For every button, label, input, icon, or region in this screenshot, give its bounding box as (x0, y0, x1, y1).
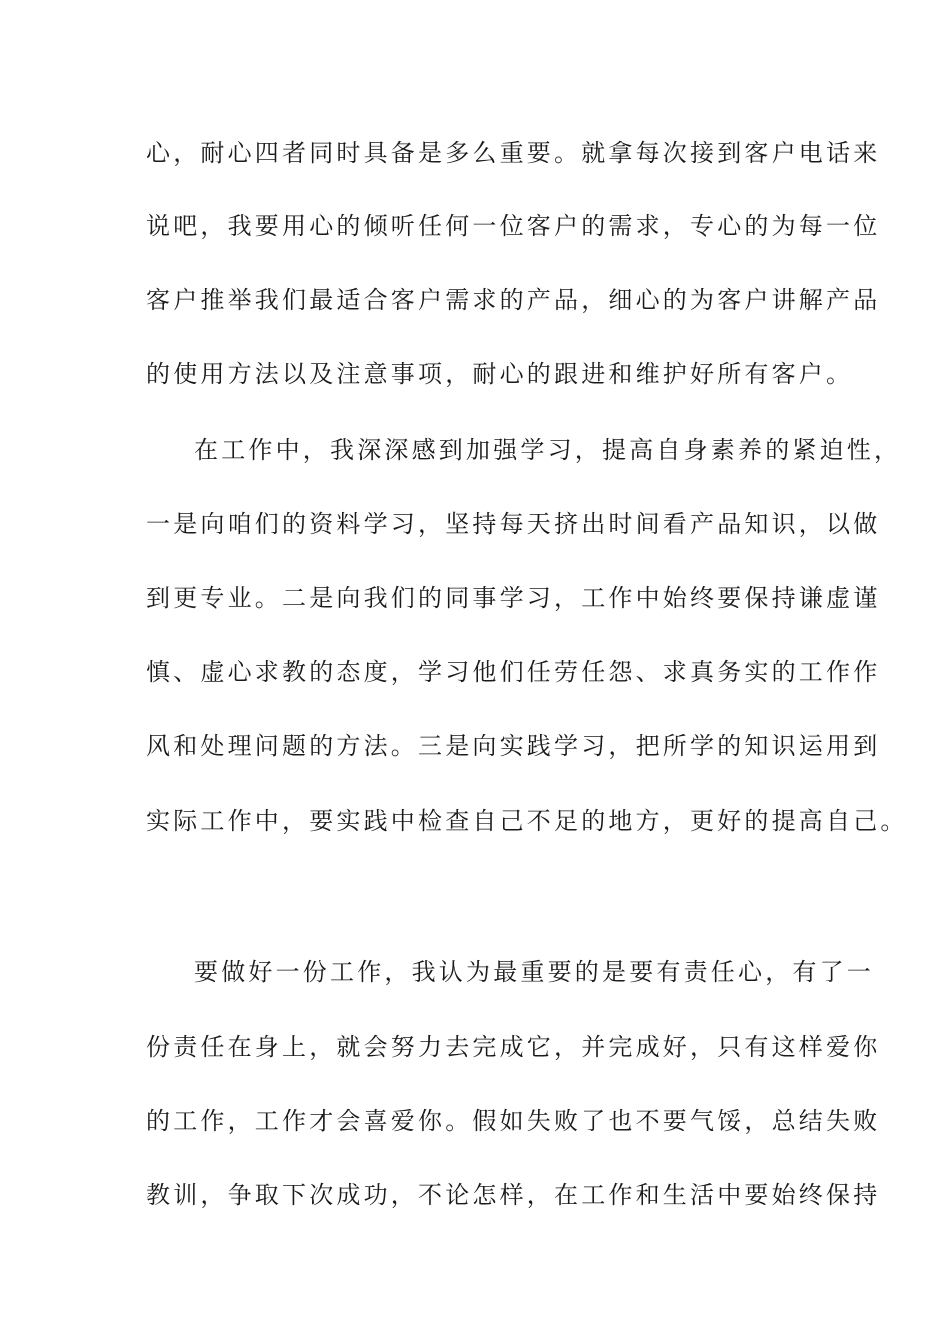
text-line: 教训，争取下次成功，不论怎样，在工作和生活中要始终保持 (146, 1181, 881, 1209)
paragraph-first-line: 要做好一份工作，我认为最重要的是要有责任心，有了一 (194, 958, 874, 986)
text-line: 心，耐心四者同时具备是多么重要。就拿每次接到客户电话来 (146, 139, 881, 167)
text-line: 客户推举我们最适合客户需求的产品，细心的为客户讲解产品 (146, 286, 881, 314)
text-line: 的使用方法以及注意事项，耐心的跟进和维护好所有客户。 (146, 360, 854, 388)
text-line: 说吧，我要用心的倾听任何一位客户的需求，专心的为每一位 (146, 212, 881, 240)
text-line: 风和处理问题的方法。三是向实践学习，把所学的知识运用到 (146, 732, 881, 760)
text-line: 份责任在身上，就会努力去完成它，并完成好，只有这样爱你 (146, 1033, 881, 1061)
text-line: 的工作，工作才会喜爱你。假如失败了也不要气馁，总结失败 (146, 1107, 881, 1135)
text-line: 实际工作中，要实践中检查自己不足的地方，更好的提高自己。 (146, 807, 908, 835)
text-line: 慎、虚心求教的态度，学习他们任劳任怨、求真务实的工作作 (146, 658, 881, 686)
text-line: 到更专业。二是向我们的同事学习，工作中始终要保持谦虚谨 (146, 584, 881, 612)
paragraph-first-line: 在工作中，我深深感到加强学习，提高自身素养的紧迫性， (194, 436, 902, 464)
text-line: 一是向咱们的资料学习，坚持每天挤出时间看产品知识，以做 (146, 510, 881, 538)
